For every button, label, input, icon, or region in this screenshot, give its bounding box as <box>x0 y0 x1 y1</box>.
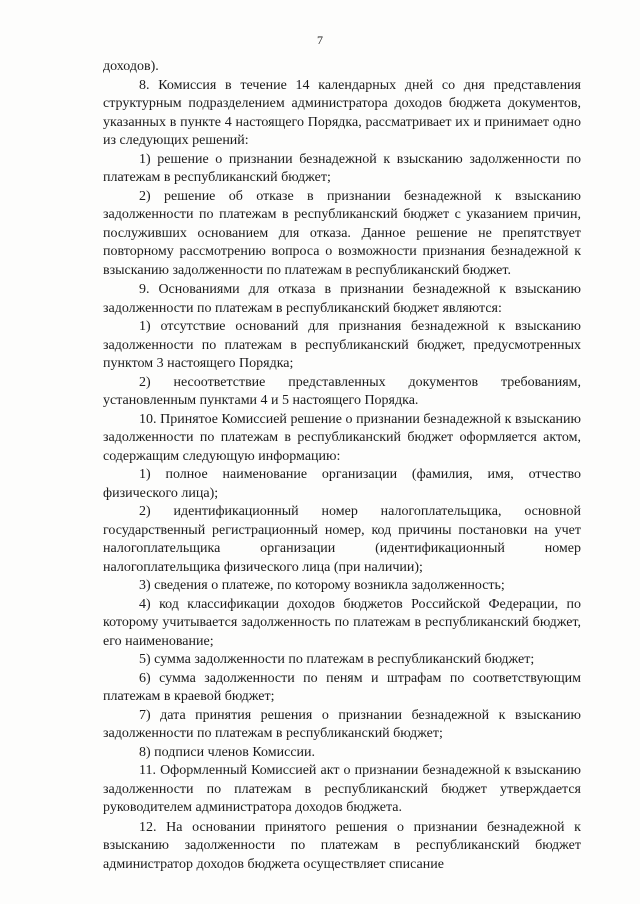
document-body <box>103 58 581 874</box>
paragraph-8-item-2: 2) решение об отказе в признании безнадежной к взысканию задолженности по платежам в республиканский бюджет с указанием причин, послуживших основанием для отказа. Данное решение не препятствует повторному рассмотрению вопроса о возможности признания безнадежной к взысканию задолженности по платежам в республиканский бюджет. <box>103 188 581 278</box>
paragraph-12: 12. На основании принятого решения о признании безнадежной к взысканию задолженности по платежам в республиканский бюджет администратор доходов бюджета осуществляет списание <box>103 819 581 872</box>
paragraph-10-item-8: 8) подписи членов Комиссии. <box>139 744 316 760</box>
paragraph-11: 11. Оформленный Комиссией акт о признании безнадежной к взысканию задолженности по платежам в республиканский бюджет утверждается руководителем администратора доходов бюджета. <box>103 763 581 815</box>
paragraph-10-item-2: 2) идентификационный номер налогоплательщика, основной государственный регистрационный номер, код причины постановки на учет налогоплательщика организации (идентификационный номер налогоплательщика физического лица (при наличии); <box>103 504 581 575</box>
paragraph-8: 8. Комиссия в течение 14 календарных дней со дня представления структурным подразделением администратора доходов бюджета документов, указанных в пункте 4 настоящего Порядка, рассматривает их и принимает одно из следующих решений: <box>103 77 581 148</box>
page-number: 7 <box>317 33 323 47</box>
paragraph-10-item-3: 3) сведения о платеже, по которому возникла задолженность; <box>139 578 505 593</box>
paragraph-10-item-4: 4) код классификации доходов бюджетов Российской Федерации, по которому учитывается задолженность по платежам в республиканский бюджет, его наименование; <box>103 596 581 649</box>
paragraph-8-item-1: 1) решение о признании безнадежной к взысканию задолженности по платежам в республиканский бюджет; <box>103 151 581 185</box>
paragraph-10-item-7: 7) дата принятия решения о признании безнадежной к взысканию задолженности по платежам в республиканский бюджет; <box>103 707 581 741</box>
paragraph-9: 9. Основаниями для отказа в признании безнадежной к взысканию задолженности по платежам в республиканский бюджет являются: <box>103 282 581 316</box>
paragraph-continuation: доходов). <box>103 59 159 74</box>
paragraph-9-item-1: 1) отсутствие оснований для признания безнадежной к взысканию задолженности по платежам в республиканский бюджет, предусмотренных пунктом 3 настоящего Порядка; <box>103 319 581 371</box>
paragraph-9-item-2: 2) несоответствие представленных документов требованиям, установленным пунктами 4 и 5 настоящего Порядка. <box>103 374 581 408</box>
paragraph-10: 10. Принятое Комиссией решение о признании безнадежной к взысканию задолженности по платежам в республиканский бюджет оформляется актом, содержащим следующую информацию: <box>103 411 581 464</box>
paragraph-10-item-1: 1) полное наименование организации (фамилия, имя, отчество физического лица); <box>103 467 581 501</box>
paragraph-10-item-5: 5) сумма задолженности по платежам в республиканский бюджет; <box>139 652 535 667</box>
paragraph-10-item-6: 6) сумма задолженности по пеням и штрафам по соответствующим платежам в краевой бюджет; <box>103 670 581 704</box>
